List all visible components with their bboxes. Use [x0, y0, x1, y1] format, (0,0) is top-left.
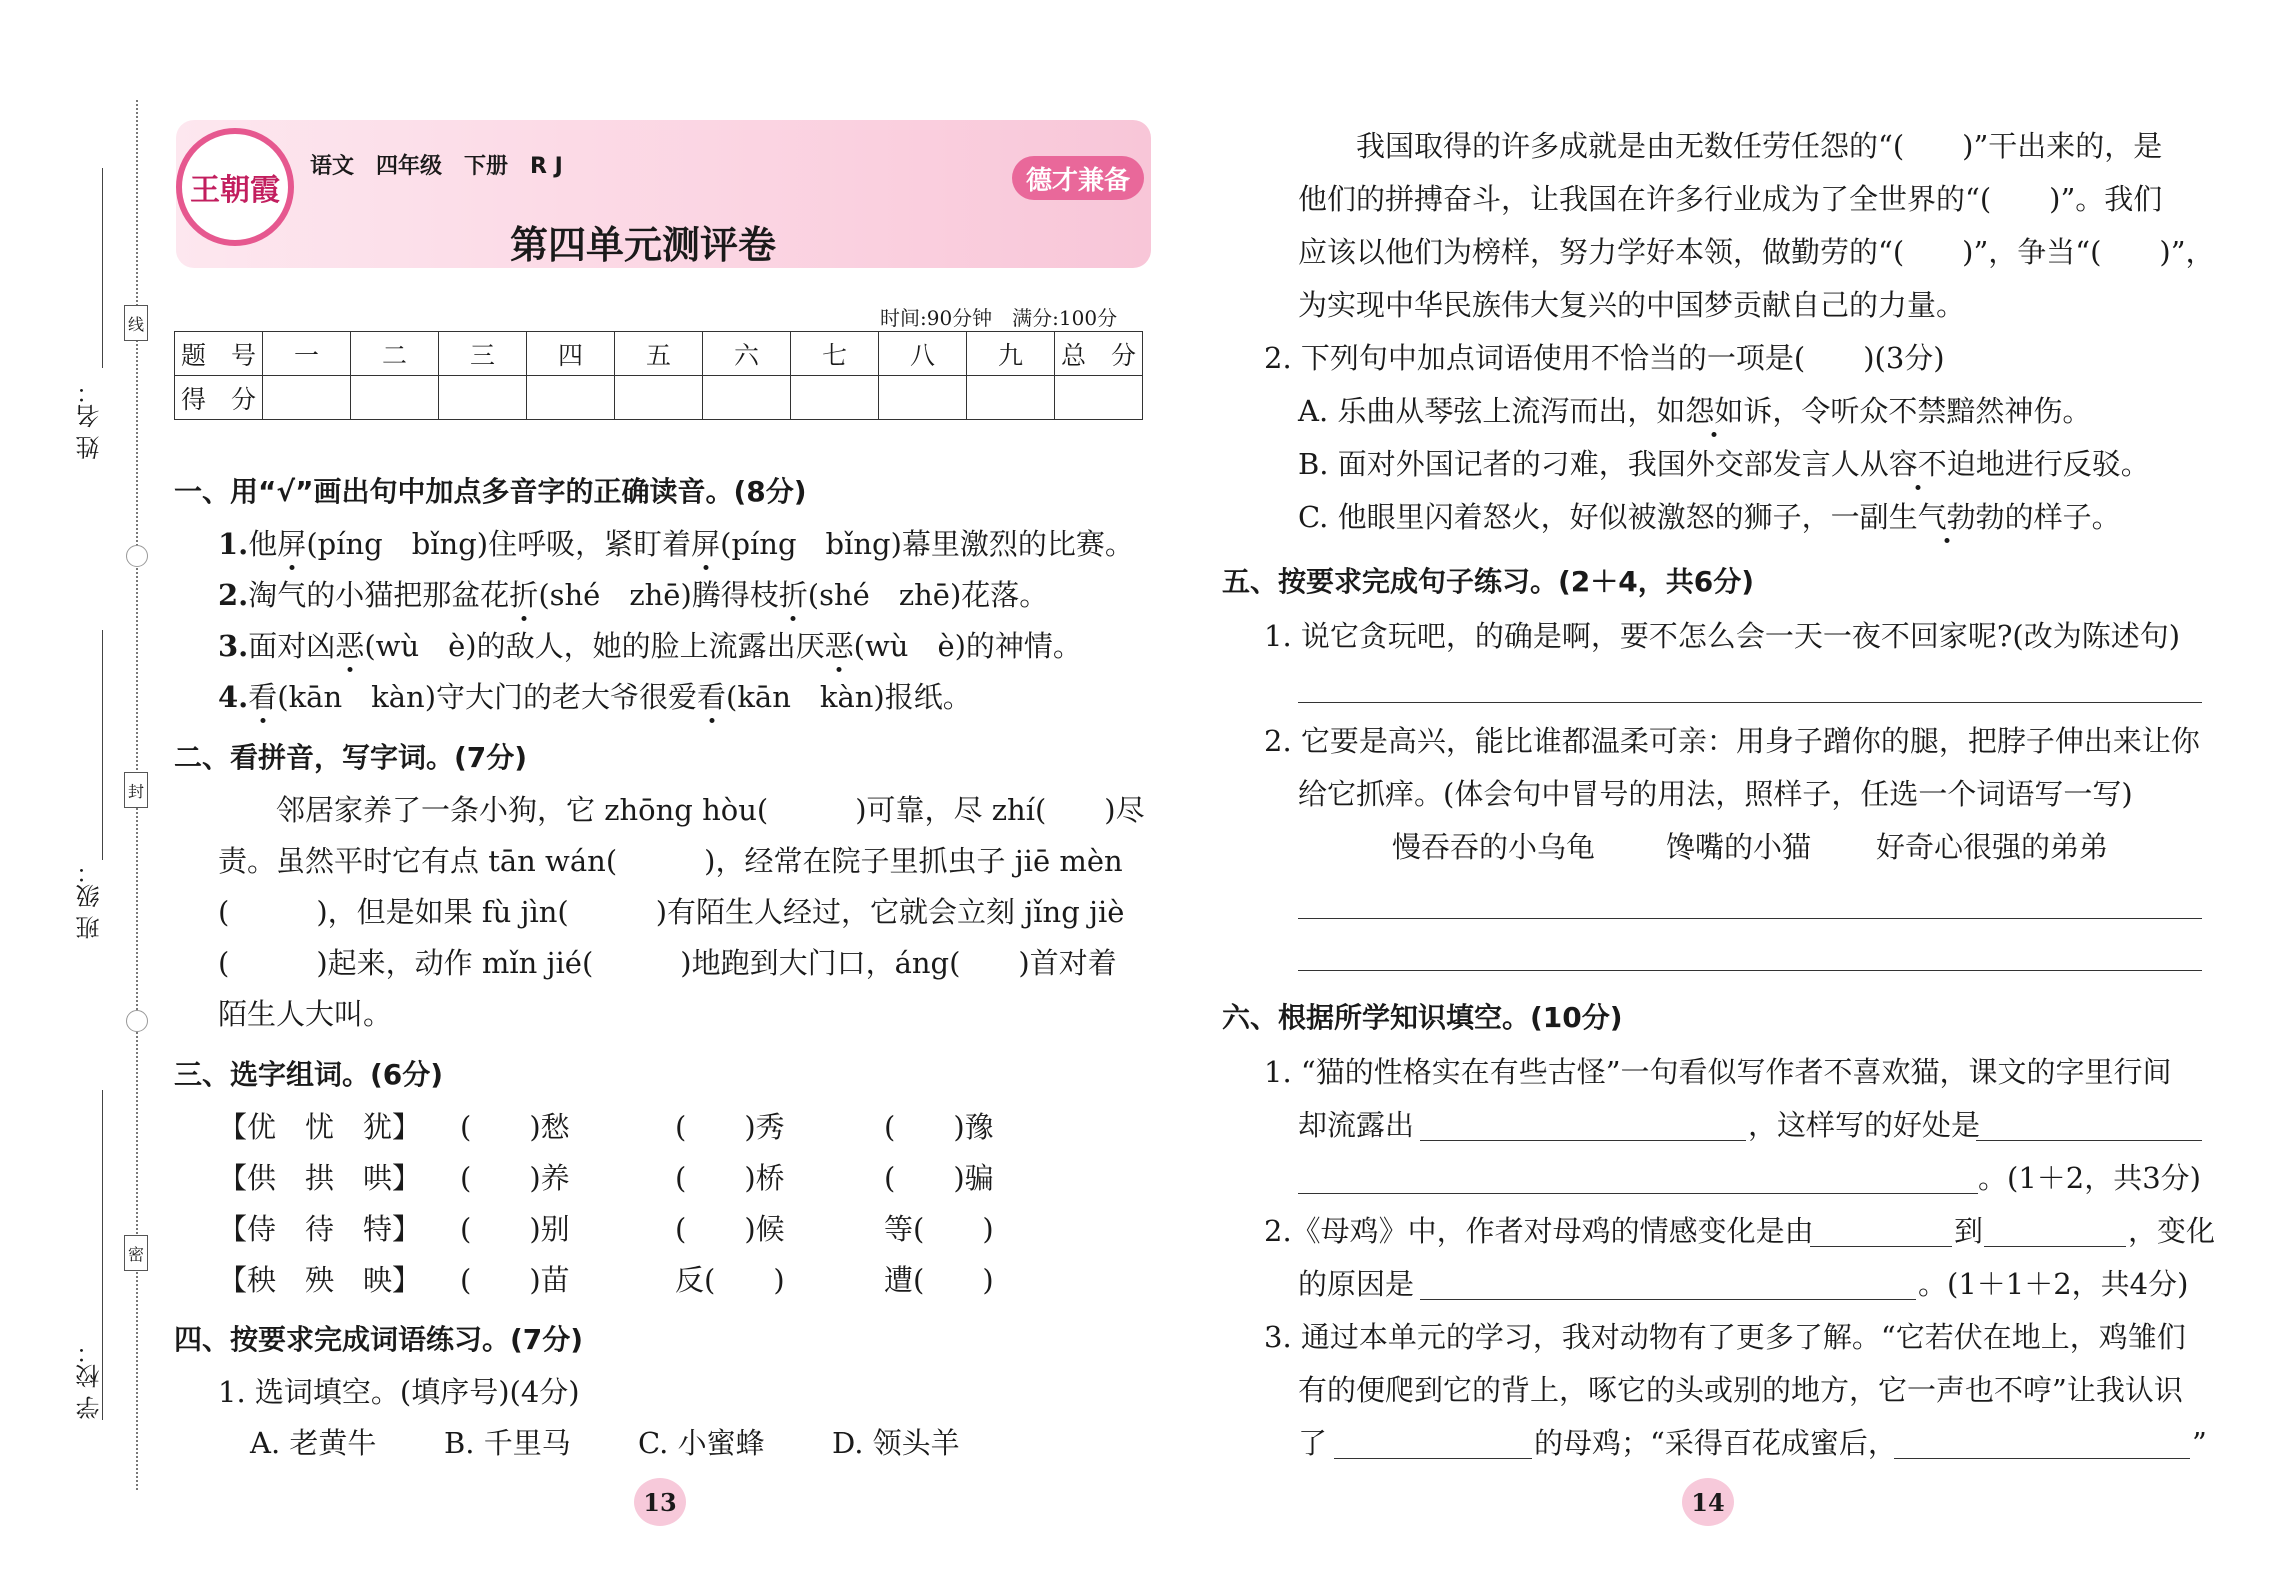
s6-q2-label: 的原因是	[1298, 1267, 1415, 1301]
section-4-heading: 四、按要求完成词语练习。(7分)	[174, 1323, 584, 1356]
answer-blank[interactable]	[1976, 1140, 2202, 1141]
s3-blank[interactable]: ( )苗	[460, 1263, 570, 1297]
dotted-char: 看	[697, 680, 727, 714]
s3-blank[interactable]: ( )骗	[884, 1161, 994, 1195]
s4-option-a: A. 老黄牛	[250, 1426, 377, 1460]
score-cell[interactable]	[439, 376, 527, 420]
score-cell[interactable]	[879, 376, 967, 420]
page-number-left: 13	[634, 1478, 686, 1526]
s6-q1-label: 却流露出	[1298, 1108, 1415, 1142]
q-text[interactable]: (kān kàn)报纸。	[726, 680, 972, 714]
page-title: 第四单元测评卷	[510, 223, 777, 267]
score-table-score-row	[175, 376, 1143, 420]
s4-paragraph[interactable]: 他们的拼搏奋斗，让我国在许多行业成为了全世界的“( )”。我们	[1298, 182, 2163, 216]
score-table-header-row	[175, 332, 1143, 376]
s5-choice: 好奇心很强的弟弟	[1876, 830, 2109, 864]
s1-q3	[218, 629, 1082, 663]
option-text: B. 面对外国记者的刁难，我国外交部发言人	[1298, 447, 1860, 481]
q-text[interactable]: (wù è)的敌人，她的脸上流露出厌	[364, 629, 825, 663]
s3-blank[interactable]: ( )别	[460, 1212, 570, 1246]
q-number: 4.	[218, 680, 249, 714]
q-text[interactable]: (wù è)的神情。	[853, 629, 1082, 663]
s6-q3-line1: 3. 通过本单元的学习，我对动物有了更多了解。“它若伏在地上，鸡雏们	[1264, 1320, 2186, 1354]
dotted-phrase: 从容不迫	[1859, 447, 1976, 481]
s5-q2-line1: 2. 它要是高兴，能比谁都温柔可亲：用身子蹭你的腿，把脖子伸出来让你	[1264, 724, 2200, 758]
option-text: 的样子。	[2004, 500, 2121, 534]
score-cell[interactable]	[527, 376, 615, 420]
dotted-phrase: 生气勃勃	[1888, 500, 2005, 534]
answer-blank[interactable]	[1420, 1140, 1746, 1141]
section-6-heading: 六、根据所学知识填空。(10分)	[1222, 1001, 1623, 1034]
dotted-char: 屏	[277, 527, 307, 561]
s6-q3-line2: 有的便爬到它的背上，啄它的头或别的地方，它一声也不哼”让我认识	[1298, 1373, 2183, 1407]
q-number: 3.	[218, 629, 249, 663]
option-text: A. 乐曲从琴弦上流泻而出，	[1298, 394, 1657, 428]
s5-choice: 慢吞吞的小乌龟	[1392, 830, 1596, 864]
s3-blank[interactable]: ( )豫	[884, 1110, 994, 1144]
option-text: 地进行反驳。	[1975, 447, 2150, 481]
s6-q2-label: 2.《母鸡》中，作者对母鸡的情感变化是由	[1264, 1214, 1814, 1248]
s6-q3-label: 的母鸡；“采得百花成蜜后，	[1534, 1426, 1897, 1460]
s2-line[interactable]: 责。虽然平时它有点 tān wán( )，经常在院子里抓虫子 jiē mèn	[218, 844, 1123, 878]
s1-q2	[218, 578, 1049, 612]
s3-group: 【优 忧 犹】	[218, 1110, 422, 1144]
s2-line: 陌生人大叫。	[218, 997, 393, 1031]
class-write-line	[102, 630, 103, 860]
dotted-char: 屏	[691, 527, 721, 561]
s4-q2-option-a[interactable]	[1298, 394, 2092, 428]
q-number: 1.	[218, 527, 249, 561]
q-text[interactable]: (shé zhē)花落。	[807, 578, 1049, 612]
table-cell: 九	[967, 332, 1055, 376]
brand-logo	[176, 128, 294, 246]
answer-line[interactable]	[1298, 970, 2202, 971]
s6-q3-label: 了	[1298, 1426, 1328, 1460]
name-label: 姓 名：	[76, 380, 104, 460]
s4-paragraph[interactable]: 应该以他们为榜样，努力学好本领，做勤劳的“( )”，争当“( )”，	[1298, 235, 2215, 269]
s4-q2-option-c[interactable]	[1298, 500, 2121, 534]
s3-group: 【秧 殃 映】	[218, 1263, 422, 1297]
dotted-char: 看	[248, 680, 278, 714]
school-label: 学 校：	[76, 1340, 104, 1420]
s3-blank[interactable]: ( )养	[460, 1161, 570, 1195]
table-cell: 四	[527, 332, 615, 376]
option-text: ，令听众不禁黯然神伤。	[1772, 394, 2092, 428]
dotted-char: 恶	[335, 629, 365, 663]
table-cell: 一	[263, 332, 351, 376]
option-text: C. 他眼里闪着怒火，好似被激怒的狮子，一副	[1298, 500, 1889, 534]
answer-blank[interactable]	[1984, 1246, 2126, 1247]
s1-q4	[218, 680, 972, 714]
s3-blank[interactable]: ( )桥	[675, 1161, 785, 1195]
section-1-heading: 一、用“√”画出句中加点多音字的正确读音。(8分)	[174, 475, 807, 508]
score-cell[interactable]	[263, 376, 351, 420]
badge: 德才兼备	[1012, 156, 1144, 200]
s6-q2-label: 到	[1954, 1214, 1984, 1248]
table-cell: 题 号	[175, 332, 263, 376]
s1-q1	[218, 527, 1134, 561]
q-text: 淘气的小猫把那盆花	[248, 578, 510, 612]
s4-option-b: B. 千里马	[444, 1426, 571, 1460]
s6-q1-label: ，这样写的好处是	[1748, 1108, 1981, 1142]
dotted-phrase: 如怨如诉	[1656, 394, 1773, 428]
binding-hole	[126, 545, 148, 567]
q-text[interactable]: (píng bǐng)幕里激烈的比赛。	[720, 527, 1134, 561]
s4-paragraph: 为实现中华民族伟大复兴的中国梦贡献自己的力量。	[1298, 288, 1966, 322]
q-text: 他	[248, 527, 278, 561]
dotted-char: 恶	[824, 629, 854, 663]
s5-q1: 1. 说它贪玩吧，的确是啊，要不怎么会一天一夜不回家呢?(改为陈述句)	[1264, 619, 2181, 653]
answer-line[interactable]	[1298, 702, 2202, 703]
q-text[interactable]: (kān kàn)守大门的老大爷很爱	[277, 680, 698, 714]
s3-blank[interactable]: 等( )	[884, 1212, 994, 1246]
s6-q2-label: ，变化	[2128, 1214, 2216, 1248]
s6-q1-score: 。(1＋2，共3分)	[1978, 1161, 2201, 1195]
table-cell: 六	[703, 332, 791, 376]
s2-line[interactable]: ( )起来，动作 mǐn jié( )地跑到大门口，áng( )首对着	[218, 946, 1117, 980]
subject-meta: 语文 四年级 下册 R J	[310, 154, 563, 179]
score-cell[interactable]	[615, 376, 703, 420]
s6-q1-line1: 1. “猫的性格实在有些古怪”一句看似写作者不喜欢猫，课文的字里行间	[1264, 1055, 2172, 1089]
q-number: 2.	[218, 578, 249, 612]
page-number-right: 14	[1682, 1478, 1734, 1526]
s4-q2-option-b[interactable]	[1298, 447, 2150, 481]
s6-q2-score: 。(1＋1＋2，共4分)	[1918, 1267, 2189, 1301]
answer-line[interactable]	[1298, 918, 2202, 919]
answer-blank[interactable]	[1334, 1458, 1532, 1459]
s5-q2-line2: 给它抓痒。(体会句中冒号的用法，照样子，任选一个词语写一写)	[1298, 777, 2133, 811]
s4-paragraph[interactable]: 我国取得的许多成就是由无数任劳任怨的“( )”干出来的，是	[1356, 129, 2163, 163]
s3-blank[interactable]: ( )愁	[460, 1110, 570, 1144]
cut-mark-seal: 封	[124, 772, 148, 808]
s3-blank[interactable]: ( )候	[675, 1212, 785, 1246]
q-text[interactable]: (píng bǐng)住呼吸，紧盯着	[306, 527, 692, 561]
binding-hole	[126, 1010, 148, 1032]
dotted-char: 折	[778, 578, 808, 612]
s3-blank[interactable]: 反( )	[675, 1263, 785, 1297]
s4-q2-stem[interactable]: 2. 下列句中加点词语使用不恰当的一项是( )(3分)	[1264, 341, 1945, 375]
section-5-heading: 五、按要求完成句子练习。(2＋4，共6分)	[1222, 565, 1755, 598]
score-table	[174, 331, 1143, 420]
dotted-char: 折	[509, 578, 539, 612]
s3-blank[interactable]: ( )秀	[675, 1110, 785, 1144]
brand-name: 王朝霞	[190, 173, 280, 208]
s6-q3-quote: ”	[2192, 1426, 2207, 1460]
score-cell[interactable]	[791, 376, 879, 420]
name-write-line	[102, 168, 103, 368]
s4-option-d: D. 领头羊	[832, 1426, 960, 1460]
s2-line[interactable]: 邻居家养了一条小狗，它 zhōng hòu( )可靠，尽 zhí( )尽	[276, 793, 1145, 827]
answer-blank[interactable]	[1420, 1299, 1916, 1300]
table-cell: 七	[791, 332, 879, 376]
s3-blank[interactable]: 遭( )	[884, 1263, 994, 1297]
answer-blank[interactable]	[1894, 1458, 2190, 1459]
section-3-heading: 三、选字组词。(6分)	[174, 1058, 444, 1091]
q-text[interactable]: (shé zhē)腾得枝	[538, 578, 779, 612]
table-cell: 三	[439, 332, 527, 376]
answer-blank[interactable]	[1810, 1246, 1952, 1247]
s3-group: 【供 拱 哄】	[218, 1161, 422, 1195]
score-cell[interactable]	[1055, 376, 1143, 420]
s4-q1: 1. 选词填空。(填序号)(4分)	[218, 1375, 580, 1409]
section-2-heading: 二、看拼音，写字词。(7分)	[174, 741, 528, 774]
table-cell: 总 分	[1055, 332, 1143, 376]
exam-info: 时间:90分钟 满分:100分	[880, 306, 1118, 330]
s3-group: 【侍 待 特】	[218, 1212, 422, 1246]
score-cell[interactable]	[967, 376, 1055, 420]
s5-choice: 馋嘴的小猫	[1666, 830, 1812, 864]
table-cell: 得 分	[175, 376, 263, 420]
score-cell[interactable]	[351, 376, 439, 420]
table-cell: 八	[879, 332, 967, 376]
table-cell: 五	[615, 332, 703, 376]
s2-line[interactable]: ( )，但是如果 fù jìn( )有陌生人经过，它就会立刻 jǐng jiè	[218, 895, 1125, 929]
q-text: 面对凶	[248, 629, 336, 663]
answer-blank[interactable]	[1298, 1193, 1978, 1194]
cut-mark-line: 线	[124, 305, 148, 341]
class-label: 班 级：	[76, 860, 104, 940]
s4-option-c: C. 小蜜蜂	[638, 1426, 765, 1460]
cut-mark-secret: 密	[124, 1235, 148, 1271]
table-cell: 二	[351, 332, 439, 376]
score-cell[interactable]	[703, 376, 791, 420]
